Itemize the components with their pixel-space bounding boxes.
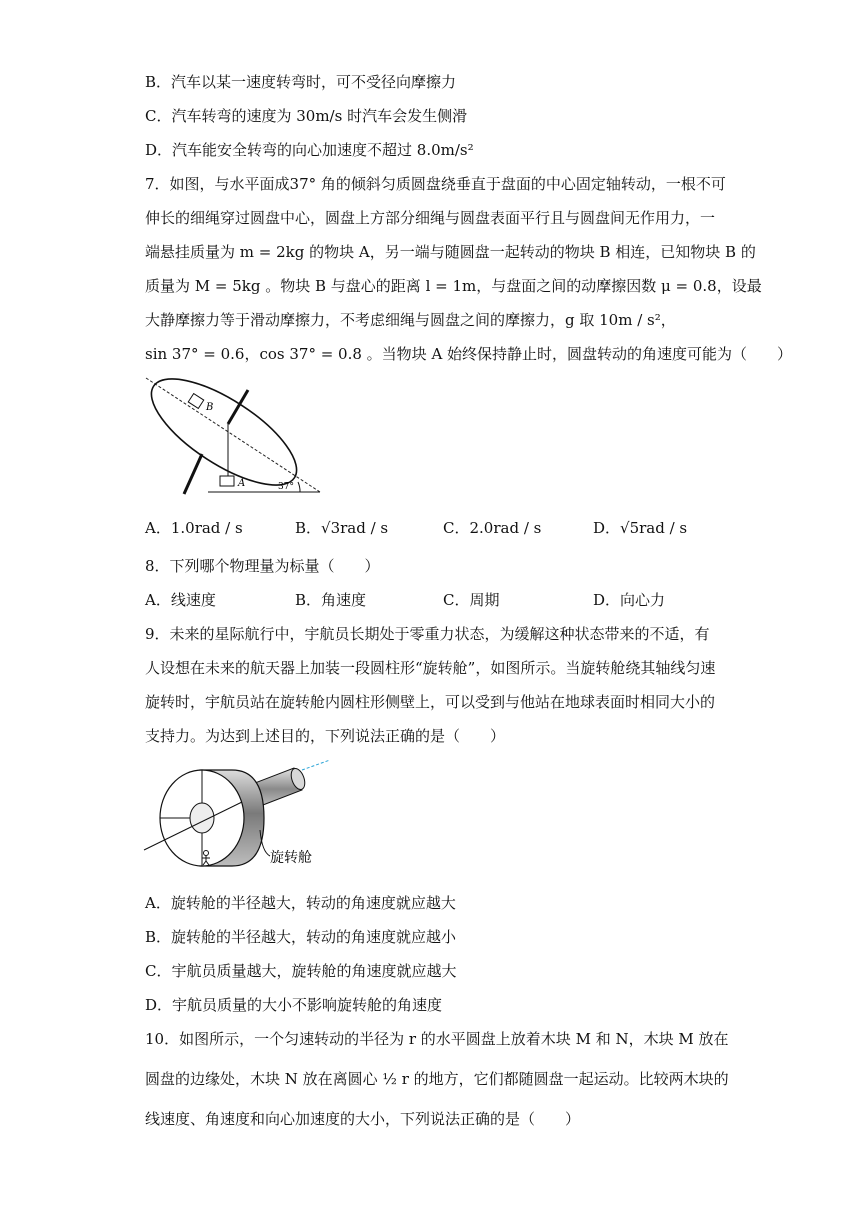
q9-option-a: A．旋转舱的半径越大，转动的角速度就应越大 bbox=[145, 894, 456, 912]
q7-stem-line-2: 伸长的细绳穿过圆盘中心，圆盘上方部分细绳与圆盘表面平行且与圆盘间无作用力，一 bbox=[145, 209, 716, 227]
angle-arc bbox=[298, 482, 300, 492]
q7-option-d: D．√5rad / s bbox=[593, 519, 688, 537]
block-b bbox=[188, 394, 204, 409]
q8-options-row bbox=[145, 590, 725, 610]
cabin-label: 旋转舱 bbox=[270, 850, 312, 866]
q8-option-a: A．线速度 bbox=[145, 591, 216, 609]
axis-dashed-line bbox=[302, 760, 330, 770]
q7-options-row bbox=[145, 518, 725, 538]
q7-option-c: C．2.0rad / s bbox=[443, 519, 542, 537]
q7-stem-line-1: 7．如图，与水平面成37° 角的倾斜匀质圆盘绕垂直于盘面的中心固定轴转动，一根不可 bbox=[145, 175, 726, 193]
q6-option-b: B．汽车以某一速度转弯时，可不受径向摩擦力 bbox=[145, 73, 457, 91]
q10-stem-line-1: 10．如图所示，一个匀速转动的半径为 r 的水平圆盘上放着木块 M 和 N，木块 M 放在 bbox=[145, 1030, 729, 1048]
q8-stem: 8．下列哪个物理量为标量（ ） bbox=[145, 557, 380, 575]
q7-stem-line-6: sin 37° = 0.6，cos 37° = 0.8 。当物块 A 始终保持静止时，圆盘转动的角速度可能为（ ） bbox=[145, 345, 793, 363]
q7-stem-line-4: 质量为 M = 5kg 。物块 B 与盘心的距离 l = 1m，与盘面之间的动摩擦因数 μ = 0.8，设最 bbox=[145, 277, 762, 295]
q9-stem-line-4: 支持力。为达到上述目的，下列说法正确的是（ ） bbox=[145, 727, 506, 745]
q7-option-b: B．√3rad / s bbox=[295, 519, 389, 537]
incline-dashed-line bbox=[146, 378, 320, 492]
q10-stem-line-2: 圆盘的边缘处，木块 N 放在离圆心 ½ r 的地方，它们都随圆盘一起运动。比较两木块的 bbox=[145, 1070, 729, 1088]
q9-rotating-cabin-figure bbox=[142, 760, 332, 880]
q9-stem-line-1: 9．未来的星际航行中，宇航员长期处于零重力状态，为缓解这种状态带来的不适，有 bbox=[145, 625, 710, 643]
q6-option-d: D．汽车能安全转弯的向心加速度不超过 8.0m/s² bbox=[145, 141, 474, 159]
q7-stem-line-3: 端悬挂质量为 m = 2kg 的物块 A，另一端与随圆盘一起转动的物块 B 相连，已知物块 B 的 bbox=[145, 243, 756, 261]
q8-option-c: C．周期 bbox=[443, 591, 500, 609]
q9-stem-line-3: 旋转时，宇航员站在旋转舱内圆柱形侧壁上，可以受到与他站在地球表面时相同大小的 bbox=[145, 693, 716, 711]
q6-option-c: C．汽车转弯的速度为 30m/s 时汽车会发生侧滑 bbox=[145, 107, 468, 125]
q9-option-d: D．宇航员质量的大小不影响旋转舱的角速度 bbox=[145, 996, 443, 1014]
q9-stem-line-2: 人设想在未来的航天器上加装一段圆柱形“旋转舱”，如图所示。当旋转舱绕其轴线匀速 bbox=[145, 659, 716, 677]
q7-stem-line-5: 大静摩擦力等于滑动摩擦力，不考虑细绳与圆盘之间的摩擦力，g 取 10m / s²， bbox=[145, 311, 676, 329]
q8-option-d: D．向心力 bbox=[593, 591, 666, 609]
q9-option-c: C．宇航员质量越大，旋转舱的角速度就应越大 bbox=[145, 962, 457, 980]
q7-option-a: A．1.0rad / s bbox=[145, 519, 243, 537]
q7-inclined-disk-figure bbox=[140, 372, 330, 500]
label-b: B bbox=[206, 402, 214, 413]
q8-option-b: B．角速度 bbox=[295, 591, 367, 609]
q9-option-b: B．旋转舱的半径越大，转动的角速度就应越小 bbox=[145, 928, 457, 946]
axle-bottom bbox=[184, 454, 202, 494]
block-a bbox=[220, 476, 234, 486]
label-a: A bbox=[238, 478, 246, 489]
angle-label: 37° bbox=[278, 482, 294, 492]
q10-stem-line-3: 线速度、角速度和向心加速度的大小，下列说法正确的是（ ） bbox=[145, 1110, 581, 1128]
